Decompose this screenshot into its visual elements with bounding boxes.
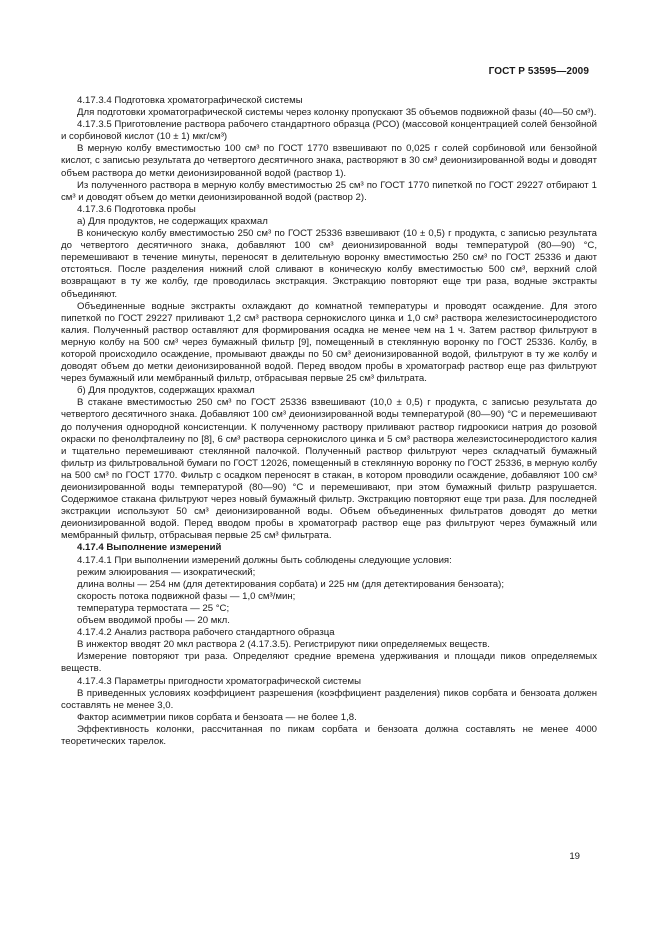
body-paragraph: Фактор асимметрии пиков сорбата и бензоата — не более 1,8.	[77, 711, 357, 723]
body-paragraph: Измерение повторяют три раза. Определяют средние времена удерживания и площади пиков определяемых веществ.	[61, 651, 597, 675]
condition-line: длина волны — 254 нм (для детектирования сорбата) и 225 нм (для детектирования бензоата);	[77, 578, 505, 590]
body-paragraph: Объединенные водные экстракты охлаждают до комнатной температуры и проводят осаждение. Для этого пипеткой по ГОСТ 29227 приливают 1,2 см³ раствора сернокислого цинка и 1,0 см³ раствора железистосинеродистого калия. Полученный раствор оставляют для формирования осадка не менее чем на 1 ч. Затем раствор фильтруют в мерную колбу на 500 см³ через бумажный фильтр [9], помещенный в стеклянную воронку по ГОСТ 25336. Колбу, в которой происходило осаждение, промывают дважды по 50 см³ деионизированной водой, фильтруют в ту же колбу и доводят объем до метки деионизированной водой. Перед вводом пробы в хроматограф раствор еще раз фильтруют через бумажный или мембранный фильтр, отбрасывая первые 25 см³ фильтрата.	[61, 300, 597, 385]
section-heading: 4.17.4.3 Параметры пригодности хроматографической системы	[77, 675, 361, 687]
condition-line: температура термостата — 25 °С;	[77, 602, 230, 614]
body-paragraph: 4.17.4.1 При выполнении измерений должны быть соблюдены следующие условия:	[77, 554, 452, 566]
body-paragraph: Из полученного раствора в мерную колбу вместимостью 25 см³ по ГОСТ 1770 пипеткой по ГОСТ 29227 отбирают 1 см³ и доводят объем до метки деионизированной водой (раствор 2).	[61, 179, 597, 203]
bold-section-heading: 4.17.4 Выполнение измерений	[77, 542, 222, 554]
body-paragraph: В стакане вместимостью 250 см³ по ГОСТ 25336 взвешивают (10,0 ± 0,5) г продукта, с записью результата до четвертого десятичного знака. Добавляют 100 см³ деионизированной воды температурой (80—90) °С и перемешивают до получения однородной консистенции. К полученному раствору приливают раствор гидроокиси натрия до розовой окраски по фенолфталеину по [8], 6 см³ раствора сернокислого цинка и 5 см³ раствора железистосинеродистого калия и тщательно перемешивают стеклянной палочкой. Полученный раствор фильтруют через складчатый бумажный фильтр из фильтровальной бумаги по ГОСТ 12026, помещенный в стеклянную воронку по ГОСТ 25336, в мерную колбу на 500 см³ по ГОСТ 1770. Фильтр с осадком переносят в стакан, в котором проводили осаждение, добавляют 100 см³ деионизированной воды температурой (80—90) °С и перемешивают, при этом бумажный фильтр разрушается. Содержимое стакана фильтруют через новый бумажный фильтр. Экстракцию повторяют еще три раза. Для последней экстракции используют 50 см³ деионизированной воды. Объем объединенных фильтратов доводят до метки деионизированной водой. Перед вводом пробы в хроматограф раствор еще раз фильтруют через бумажный или мембранный фильтр, отбрасывая первые 25 см³ фильтрата.	[61, 397, 597, 542]
list-item-label: б) Для продуктов, содержащих крахмал	[77, 385, 255, 397]
body-paragraph: В приведенных условиях коэффициент разрешения (коэффициент разделения) пиков сорбата и бензоата должен составлять не менее 3,0.	[61, 687, 597, 711]
section-heading: 4.17.3.5 Приготовление раствора рабочего стандартного образца (РСО) (массовой концентрацией солей бензойной и сорбиновой кислот (10 ± 1) мкг/см³)	[61, 119, 597, 143]
body-paragraph: В мерную колбу вместимостью 100 см³ по ГОСТ 1770 взвешивают по 0,025 г солей сорбиновой или бензойной кислот, с записью результата до четвертого десятичного знака, растворяют в 30 см³ деионизированной воды и доводят объем раствора до метки деионизированной водой (раствор 1).	[61, 143, 597, 179]
standard-code-header: ГОСТ Р 53595—2009	[488, 66, 589, 77]
body-paragraph: В коническую колбу вместимостью 250 см³ по ГОСТ 25336 взвешивают (10 ± 0,5) г продукта, с записью результата до четвертого десятичного знака, добавляют 100 см³ деионизированной воды температурой (80—90) °С, перемешивают в течение минуты, переносят в делительную воронку вместимостью 250 см³ по ГОСТ 25336 и дают отстояться. После разделения нижний слой сливают в коническую колбу вместимостью 500 см³, верхний слой возвращают в ту же колбу, где проводилась экстракция. Экстракцию повторяют еще три раза, водные экстракты объединяют.	[61, 228, 597, 300]
page-number: 19	[569, 851, 580, 862]
list-item-label: а) Для продуктов, не содержащих крахмал	[77, 215, 268, 227]
condition-line: скорость потока подвижной фазы — 1,0 см³/мин;	[77, 590, 296, 602]
condition-line: объем вводимой пробы — 20 мкл.	[77, 615, 230, 627]
condition-line: режим элюирования — изократический;	[77, 566, 256, 578]
section-heading: 4.17.3.4 Подготовка хроматографической системы	[77, 95, 303, 106]
section-heading: 4.17.4.2 Анализ раствора рабочего стандартного образца	[77, 627, 335, 639]
document-body	[61, 95, 597, 748]
section-heading: 4.17.3.6 Подготовка пробы	[77, 203, 196, 215]
body-paragraph: Эффективность колонки, рассчитанная по пикам сорбата и бензоата должна составлять не менее 4000 теоретических тарелок.	[61, 723, 597, 747]
body-paragraph: Для подготовки хроматографической системы через колонку пропускают 35 объемов подвижной фазы (40—50 см³).	[77, 107, 597, 119]
body-paragraph: В инжектор вводят 20 мкл раствора 2 (4.17.3.5). Регистрируют пики определяемых веществ.	[77, 639, 490, 651]
